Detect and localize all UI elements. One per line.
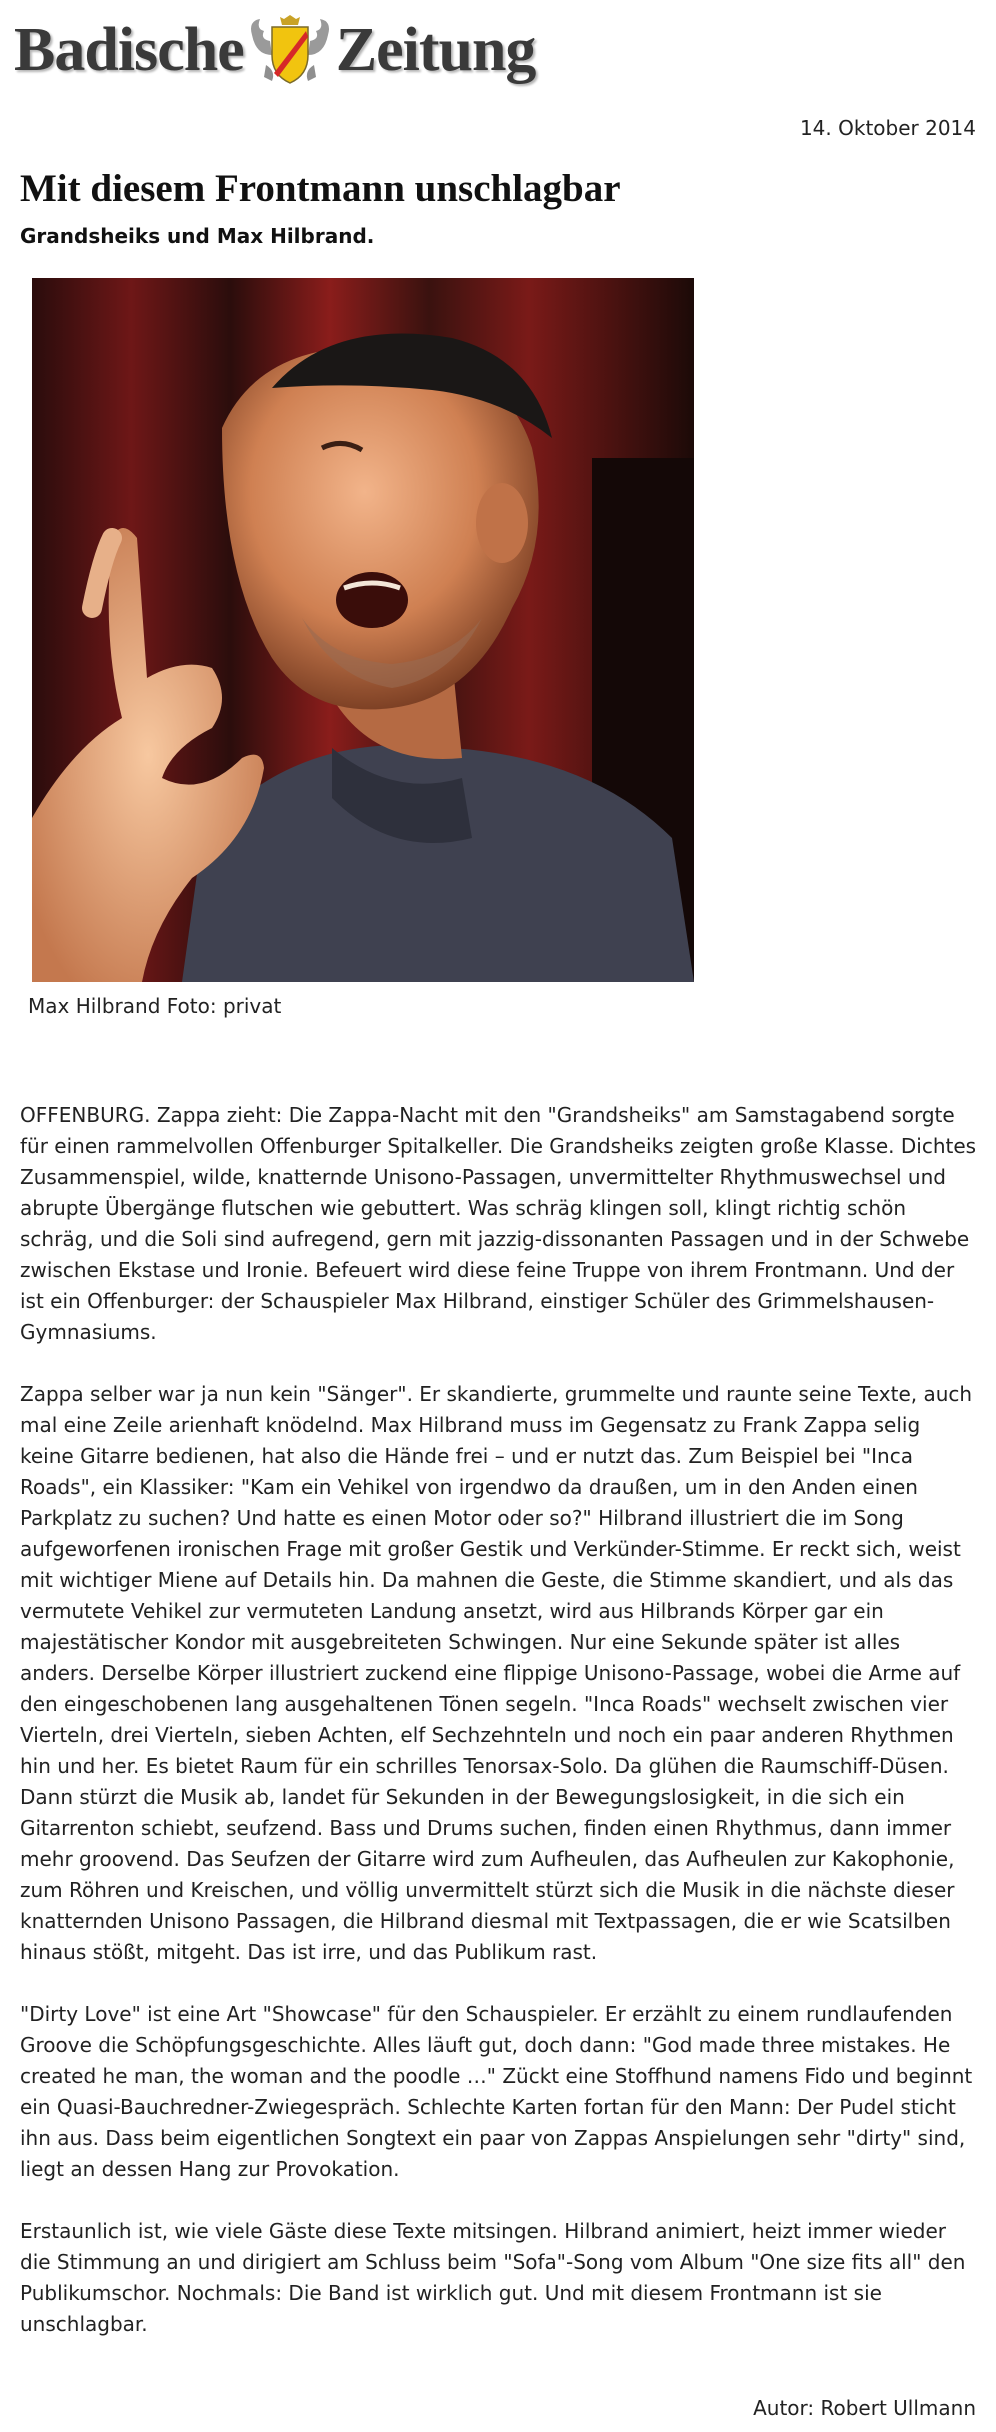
article-paragraph: "Dirty Love" ist eine Art "Showcase" für den Schauspieler. Er erzählt zu einem rundlaufenden Groove die Schöpfungsgeschichte. Alles läuft gut, doch dann: "God made three mistakes. He created he man, the woman and the poodle …" Zückt eine Stoffhund namens Fido und beginnt ein Quasi-Bauchredner-Zwiegespräch. Schlechte Karten fortan für den Mann: Der Pudel sticht ihn aus. Dass beim eigentlichen Songtext ein paar von Zappas Anspielungen sehr "dirty" sind, liegt an dessen Hang zur Provokation.: [20, 2002, 973, 2181]
article-author: Autor: Robert Ullmann: [753, 2396, 976, 2420]
masthead-logo: [14, 14, 535, 86]
coat-of-arms-icon: [246, 15, 334, 85]
article-subheadline: Grandsheiks und Max Hilbrand.: [20, 224, 375, 248]
article-photo: [32, 278, 694, 982]
masthead-name-left: Badische: [14, 16, 244, 84]
article-body: [20, 1100, 980, 2371]
photo-caption: Max Hilbrand Foto: privat: [28, 994, 282, 1018]
singer-photo-illustration: [32, 278, 694, 982]
masthead-name-right: Zeitung: [335, 16, 536, 84]
article-paragraph: Erstaunlich ist, wie viele Gäste diese Texte mitsingen. Hilbrand animiert, heizt immer wieder die Stimmung an und dirigiert am Schluss beim "Sofa"-Song vom Album "One size fits all" den Publikumschor. Nochmals: Die Band ist wirklich gut. Und mit diesem Frontmann ist sie unschlagbar.: [20, 2219, 966, 2336]
article-paragraph: Zappa selber war ja nun kein "Sänger". Er skandierte, grummelte und raunte seine Texte, auch mal eine Zeile arienhaft knödelnd. Max Hilbrand muss im Gegensatz zu Frank Zappa selig keine Gitarre bedienen, hat also die Hände frei – und er nutzt das. Zum Beispiel bei "Inca Roads", ein Klassiker: "Kam ein Vehikel von irgendwo da draußen, um in den Anden einen Parkplatz zu suchen? Und hatte es einen Motor oder so?" Hilbrand illustriert die im Song aufgeworfenen ironischen Frage mit großer Gestik und Verkünder-Stimme. Er reckt sich, weist mit wichtiger Miene auf Details hin. Da mahnen die Geste, die Stimme skandiert, und als das vermutete Vehikel zur vermuteten Landung ansetzt, wird aus Hilbrands Körper gar ein majestätischer Kondor mit ausgebreiteten Schwingen. Nur eine Sekunde später ist alles anders. Derselbe Körper illustriert zuckend eine flippige Unisono-Passage, wobei die Arme auf den eingeschobenen lang ausgehaltenen Tönen segeln. "Inca Roads" wechselt zwischen vier Vierteln, drei Vierteln, sieben Achten, elf Sechzehnteln und noch ein paar anderen Rhythmen hin und her. Es bietet Raum für ein schrilles Tenorsax-Solo. Da glühen die Raumschiff-Düsen. Dann stürzt die Musik ab, landet für Sekunden in der Bewegungslosigkeit, in die sich ein Gitarrenton schiebt, seufzend. Bass und Drums suchen, finden einen Rhythmus, dann immer mehr groovend. Das Seufzen der Gitarre wird zum Aufheulen, das Aufheulen zur Kakophonie, zum Röhren und Kreischen, und völlig unvermittelt stürzt sich die Musik in die nächste dieser knatternden Unisono Passagen, die Hilbrand diesmal mit Textpassagen, die er wie Scatsilben hinaus stößt, mitgeht. Das ist irre, und das Publikum rast.: [20, 1382, 973, 1964]
article-date: 14. Oktober 2014: [799, 116, 976, 140]
article-headline: Mit diesem Frontmann unschlagbar: [20, 167, 621, 210]
article-paragraph: OFFENBURG. Zappa zieht: Die Zappa-Nacht mit den "Grandsheiks" am Samstagabend sorgte für einen rammelvollen Offenburger Spitalkeller. Die Grandsheiks zeigten große Klasse. Dichtes Zusammenspiel, wilde, knatternde Unisono-Passagen, unvermittelter Rhythmuswechsel und abrupte Übergänge flutschen wie gebuttert. Was schräg klingen soll, klingt richtig schön schräg, und die Soli sind aufregend, gern mit jazzig-dissonanten Passagen und in der Schwebe zwischen Ekstase und Ironie. Befeuert wird diese feine Truppe von ihrem Frontmann. Und der ist ein Offenburger: der Schauspieler Max Hilbrand, einstiger Schüler des Grimmelshausen-Gymnasiums.: [20, 1103, 977, 1344]
